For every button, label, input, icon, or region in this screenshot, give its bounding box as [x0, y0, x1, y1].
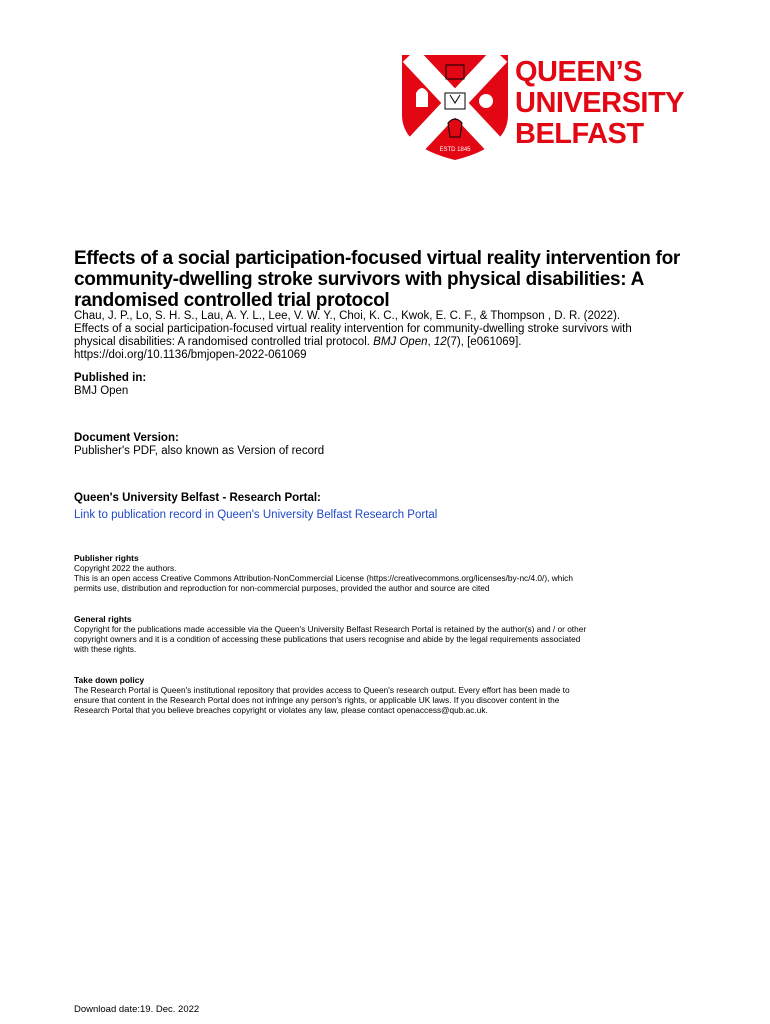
logo-line-university: UNIVERSITY [515, 87, 685, 119]
takedown-policy-line: Research Portal that you believe breaches copyright or violates any law, please contact openaccess@qub.ac.uk. [74, 705, 488, 715]
paper-title [74, 248, 714, 311]
publisher-rights-section [74, 553, 573, 593]
download-date: Download date:19. Dec. 2022 [74, 1004, 200, 1015]
takedown-policy-line: The Research Portal is Queen's institutional repository that provides access to Queen's research output. Every effort has been made to [74, 685, 570, 695]
citation-line [74, 336, 724, 349]
title-line: community-dwelling stroke survivors with physical disabilities: A [74, 269, 644, 290]
general-rights-section [74, 614, 586, 654]
published-in-heading: Published in: [74, 372, 147, 384]
publication-record-link[interactable]: Link to publication record in Queen's University Belfast Research Portal [74, 509, 438, 521]
document-version-value: Publisher's PDF, also known as Version of record [74, 445, 325, 457]
journal-volume: 12 [433, 336, 447, 348]
doi-link[interactable]: https://doi.org/10.1136/bmjopen-2022-061069 [74, 349, 307, 361]
logo-wordmark [515, 57, 684, 150]
general-rights-heading: General rights [74, 614, 132, 624]
citation-line: Chau, J. P., Lo, S. H. S., Lau, A. Y. L., Lee, V. W. Y., Choi, K. C., Kwok, E. C. F., & Thompson , D. R. (2022). [74, 310, 621, 322]
publisher-rights-line: permits use, distribution and reproduction for non-commercial purposes, provided the author and source are cited [74, 583, 490, 593]
logo-line-belfast: BELFAST [515, 118, 644, 150]
citation-text: physical disabilities: A randomised controlled trial protocol. [74, 336, 374, 348]
published-in-value: BMJ Open [74, 385, 129, 397]
publisher-rights-line: Copyright 2022 the authors. [74, 563, 177, 573]
crest-icon [402, 55, 508, 160]
journal-name: BMJ Open [373, 336, 428, 348]
title-line: randomised controlled trial protocol [74, 290, 390, 311]
published-in-section [74, 372, 146, 398]
takedown-policy-line: ensure that content in the Research Portal does not infringe any person's rights, or applicable UK laws. If you discover content in the [74, 695, 560, 705]
research-portal-section [74, 492, 437, 523]
svg-text:ESTD 1845: ESTD 1845 [439, 147, 471, 153]
publisher-rights-line: This is an open access Creative Commons Attribution-NonCommercial License (https://creativecommons.org/licenses/by-nc/4.0/), which [74, 573, 573, 583]
general-rights-line: with these rights. [74, 644, 137, 654]
logo-line-queens: QUEEN’S [515, 56, 643, 88]
citation-issue: (7), [e061069]. [446, 336, 522, 348]
takedown-policy-section [74, 675, 570, 715]
document-version-section [74, 432, 324, 458]
citation-line: Effects of a social participation-focused virtual reality intervention for community-dwelling stroke survivors with [74, 323, 632, 335]
citation [74, 310, 724, 362]
general-rights-line: Copyright for the publications made accessible via the Queen's University Belfast Research Portal is retained by the author(s) and / or other [74, 624, 587, 634]
research-portal-heading: Queen's University Belfast - Research Portal: [74, 492, 321, 504]
qub-logo [402, 55, 712, 160]
citation-separator: , [427, 336, 434, 348]
publisher-rights-heading: Publisher rights [74, 553, 139, 563]
takedown-policy-heading: Take down policy [74, 675, 145, 685]
general-rights-line: copyright owners and it is a condition of accessing these publications that users recognise and abide by the legal requirements associated [74, 634, 581, 644]
document-version-heading: Document Version: [74, 432, 179, 444]
title-line: Effects of a social participation-focused virtual reality intervention for [74, 248, 680, 269]
